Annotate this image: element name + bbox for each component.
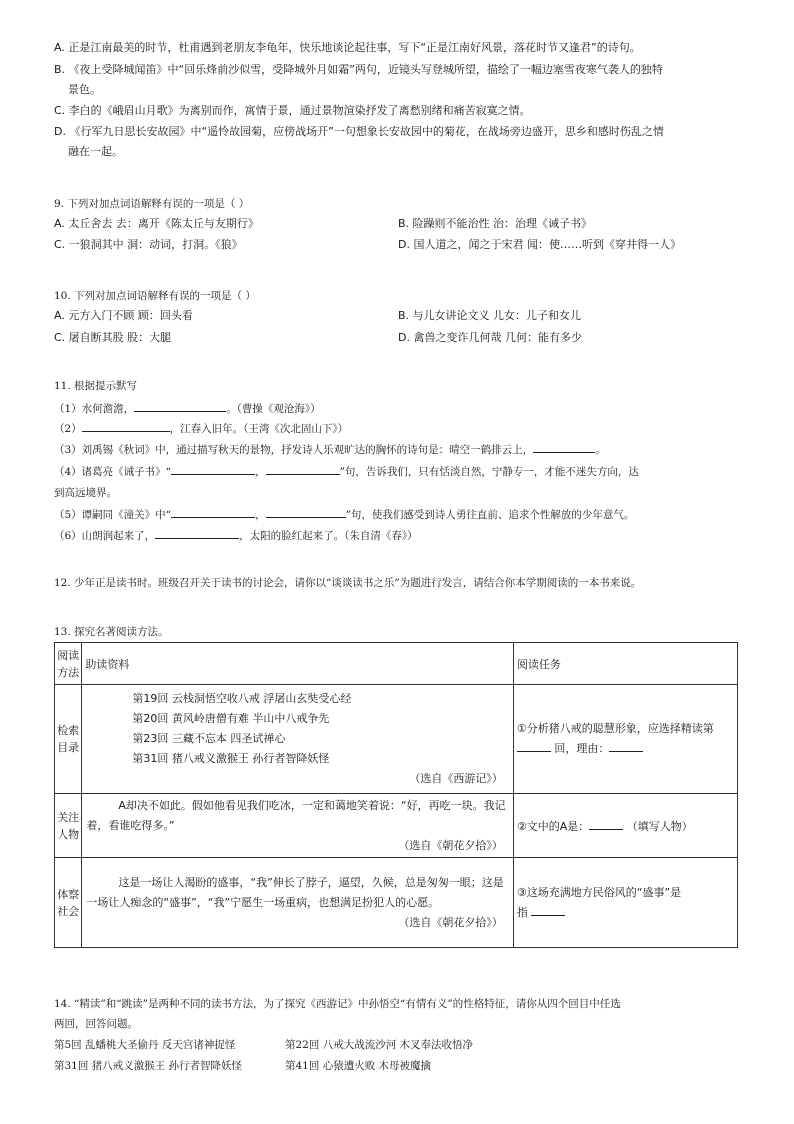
chapter-line: 第20回 黄风岭唐僧有难 半山中八戒争先: [132, 712, 330, 725]
row2-text: A却决不如此。假如他看见我们吃冰，一定和蔼地笑着说：“好，再吃一块。我记着，看谁吃得多。”: [86, 798, 506, 832]
q11-blank-5a[interactable]: [171, 506, 255, 518]
q8-option-b: B. 《夜上受降城闻笛》中“回乐烽前沙似雪，受降城外月如霜”两句，近镜头写登城所望，描绘了一幅边塞雪夜寒气袭人的独特: [54, 63, 663, 76]
q10-option-d: D. 禽兽之变诈几何哉 几何：能有多少: [398, 331, 582, 344]
q10-option-b: B. 与儿女讲论文义 儿女：儿子和女儿: [398, 309, 582, 322]
header-task: 阅读任务: [513, 643, 737, 685]
header-material: 助读资料: [82, 643, 514, 685]
header-method: 阅读方法: [55, 643, 82, 685]
q9-option-c: C. 一狼洞其中 洞：动词，打洞。《狼》: [54, 238, 243, 251]
q14-stem-cont: 两回，回答问题。: [54, 1018, 138, 1030]
row3-source: （选自《朝花夕拾》）: [398, 915, 503, 929]
q8-option-a: A. 正是江南最美的时节，杜甫遇到老朋友李龟年，快乐地谈论起往事，写下“正是江南好风景，落花时节又逢君”的诗句。: [54, 41, 641, 54]
q9-option-d: D. 国人道之，闻之于宋君 闻：使……听到《穿井得一人》: [398, 238, 681, 251]
q11-blank-2[interactable]: [82, 420, 170, 432]
q10-stem: 10. 下列对加点词语解释有误的一项是（ ）: [54, 290, 256, 302]
q11-item-5: （5）谭嗣同《潼关》中“ ， ”句，使我们感受到诗人勇往直前、追求个性解放的少年意气。: [54, 506, 764, 523]
q9-option-b: B. 险躁则不能治性 治：治理《诫子书》: [398, 217, 593, 230]
row1-blank-chapter[interactable]: [517, 740, 551, 752]
table-row: [55, 858, 738, 948]
row2-blank[interactable]: [589, 818, 623, 830]
q11-item-6: （6）山朗润起来了， ，太阳的脸红起来了。（朱自清《春》）: [54, 527, 764, 544]
q9-stem: 9. 下列对加点词语解释有误的一项是（ ）: [54, 198, 250, 210]
row1-source: （选自《西游记》）: [409, 772, 503, 785]
q14-chapter-2: 第22回 八戒大战流沙河 木叉奉法收悟净: [285, 1039, 474, 1051]
row2-task: ②文中的A是： （填写人物）: [513, 794, 737, 858]
row3-method: 体察社会: [55, 858, 82, 948]
q11-blank-1[interactable]: [134, 400, 226, 412]
row1-material: [82, 685, 514, 794]
q11-blank-4b[interactable]: [266, 463, 340, 475]
q14-chapter-4: 第41回 心猿遭火败 木母被魔擒: [285, 1060, 432, 1072]
q13-stem: 13. 探究名著阅读方法。: [54, 626, 169, 638]
chapter-line: 第23回 三藏不忘本 四圣试禅心: [132, 732, 286, 745]
q12-stem: 12. 少年正是读书时。班级召开关于读书的讨论会，请你以“谈谈读书之乐”为题进行发言，请结合你本学期阅读的一本书来说。: [54, 577, 642, 589]
row1-method: 检索目录: [55, 685, 82, 794]
q8-option-d: D. 《行军九日思长安故园》中“遥怜故园菊，应傍战场开”一句想象长安故园中的菊花，在战场旁边盛开，思乡和感时伤乱之情: [54, 125, 664, 138]
row3-material: [82, 858, 514, 948]
q11-blank-3[interactable]: [533, 441, 595, 453]
q10-option-c: C. 屠自断其股 股：大腿: [54, 331, 172, 344]
reading-method-table: [54, 642, 738, 948]
q11-item-4: （4）诸葛亮《诫子书》“ ， ”句，告诉我们，只有恬淡自然，宁静专一，才能不迷失方向，达: [54, 463, 764, 480]
table-header-row: [55, 643, 738, 685]
table-row: [55, 685, 738, 794]
q11-blank-4a[interactable]: [171, 463, 255, 475]
row3-blank[interactable]: [531, 904, 565, 916]
row3-text: 这是一场让人渴盼的盛事，“我”伸长了脖子，逼望，久候，总是匆匆一眼；这是一场让人痴念的“盛事”，“我”宁愿生一场重病，也想满足扮犯人的心愿。: [86, 875, 504, 909]
q14-stem: 14. “精读”和“跳读”是两种不同的读书方法，为了探究《西游记》中孙悟空“有情有义”的性格特征，请你从四个回目中任选: [54, 998, 621, 1010]
row1-task: ①分析猪八戒的聪慧形象，应选择精读第 回，理由：: [513, 685, 737, 794]
q10-option-a: A. 元方入门不顾 顾：回头看: [54, 309, 193, 322]
q11-blank-5b[interactable]: [266, 506, 346, 518]
q11-item-4-cont: 到高远境界。: [54, 487, 117, 499]
q11-stem: 11. 根据提示默写: [54, 380, 138, 392]
q9-option-a: A. 太丘舍去 去：离开《陈太丘与友期行》: [54, 217, 259, 230]
q11-item-3: （3）刘禹锡《秋词》中，通过描写秋天的景物，抒发诗人乐观旷达的胸怀的诗句是：晴空一鹤排云上， 。: [54, 441, 764, 458]
q11-item-1: （1）水何澹澹， 。（曹操《观沧海》）: [54, 400, 764, 417]
row2-material: [82, 794, 514, 858]
q8-option-c: C. 李白的《峨眉山月歌》为离别而作，寓情于景，通过景物渲染抒发了离愁别绪和痛苦寂寞之情。: [54, 104, 531, 117]
q11-blank-6[interactable]: [155, 527, 239, 539]
row3-task: ③这场充满地方民俗风的“盛事”是 指: [513, 858, 737, 948]
chapter-line: 第31回 猪八戒义激猴王 孙行者智降妖怪: [132, 752, 330, 765]
q8-option-d-cont: 融在一起。: [68, 145, 123, 158]
chapter-line: 第19回 云栈洞悟空收八戒 浮屠山玄奘受心经: [132, 692, 352, 705]
q14-chapter-3: 第31回 猪八戒义激猴王 孙行者智降妖怪: [54, 1060, 243, 1072]
table-row: [55, 794, 738, 858]
q14-chapter-1: 第5回 乱蟠桃大圣偷丹 反天宫诸神捉怪: [54, 1039, 236, 1051]
row2-method: 关注人物: [55, 794, 82, 858]
row1-blank-reason[interactable]: [609, 740, 643, 752]
q11-item-2: （2） ，江春入旧年。（王湾《次北固山下》）: [54, 420, 764, 437]
q8-option-b-cont: 景色。: [68, 83, 101, 96]
row2-source: （选自《朝花夕拾》）: [398, 838, 503, 852]
